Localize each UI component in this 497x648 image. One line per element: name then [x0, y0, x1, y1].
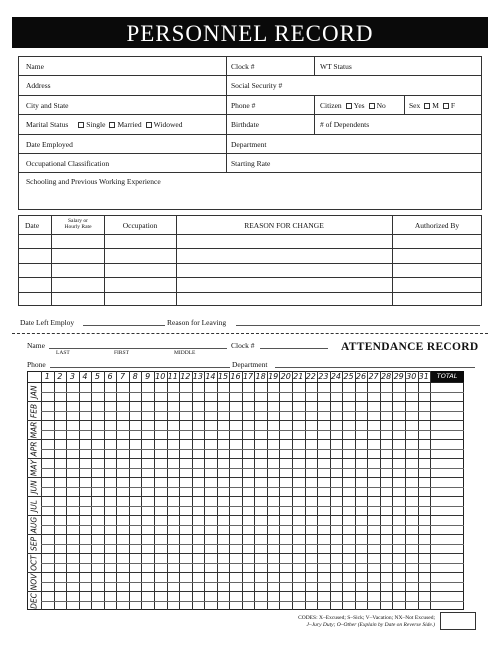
reason-leaving-label: Reason for Leaving — [167, 318, 227, 327]
reason-leaving-line[interactable] — [236, 325, 480, 326]
codes-line-1: CODES: X–Excused; S–Sick; V–Vacation; NX–Not Excused; — [298, 615, 435, 621]
grid-column-line — [141, 371, 142, 610]
citizen-field — [320, 101, 386, 110]
month-line — [27, 496, 464, 497]
day-header: 8 — [132, 372, 138, 381]
day-header: 28 — [381, 372, 392, 381]
sex-label: Sex — [409, 101, 421, 110]
birthdate-label: Birthdate — [231, 120, 259, 129]
cut-line — [12, 333, 488, 334]
grid-column-line — [330, 371, 331, 610]
grid-column-line — [292, 371, 293, 610]
page-title: PERSONNEL RECORD — [12, 17, 488, 48]
month-line — [27, 534, 464, 535]
month-label: APR — [29, 441, 38, 456]
day-header: 31 — [418, 372, 429, 381]
citizen-yes-checkbox[interactable] — [346, 103, 352, 109]
day-header: 18 — [255, 372, 266, 381]
day-header: 5 — [94, 372, 100, 381]
day-header: 21 — [293, 372, 304, 381]
grid-column-line — [254, 371, 255, 610]
grid-column-line — [129, 371, 130, 610]
day-header: 29 — [393, 372, 404, 381]
day-header: 23 — [318, 372, 329, 381]
half-row-line — [41, 468, 464, 469]
codes-line-2: J–Jury Duty; O–Other (Explain by Date on Reverse Side.) — [306, 622, 435, 628]
att-department-label: Department — [232, 360, 268, 369]
citizen-label: Citizen — [320, 101, 342, 110]
day-header: 6 — [107, 372, 113, 381]
grid-column-line — [355, 371, 356, 610]
wt-status-label: WT Status — [320, 62, 352, 71]
grid-column-line — [66, 371, 67, 610]
citizen-no-checkbox[interactable] — [369, 103, 375, 109]
date-employed-label: Date Employed — [26, 140, 73, 149]
address-label: Address — [26, 81, 51, 90]
sex-f-checkbox[interactable] — [443, 103, 449, 109]
day-header: 3 — [69, 372, 75, 381]
half-row-line — [41, 487, 464, 488]
sex-field — [409, 101, 455, 110]
day-header: 24 — [330, 372, 341, 381]
authorized-header: Authorized By — [414, 221, 460, 230]
middle-label: MIDDLE — [174, 350, 196, 356]
salary-header-line2: Hourly Rate — [64, 224, 92, 230]
month-line — [27, 515, 464, 516]
grid-column-line — [167, 371, 168, 610]
half-row-line — [41, 506, 464, 507]
month-label: JAN — [29, 385, 38, 398]
att-phone-line[interactable] — [50, 367, 230, 368]
day-header: 20 — [280, 372, 291, 381]
att-name-label: Name — [27, 341, 45, 350]
half-row-line — [41, 392, 464, 393]
grid-column-line — [279, 371, 280, 610]
half-row-line — [41, 449, 464, 450]
marital-field — [26, 120, 182, 129]
grid-column-line — [405, 371, 406, 610]
sex-f-label: F — [450, 101, 456, 110]
grid-column-line — [418, 371, 419, 610]
widowed-checkbox[interactable] — [146, 122, 152, 128]
month-label: MAR — [29, 421, 38, 438]
schooling-label: Schooling and Previous Working Experience — [26, 177, 161, 186]
grid-column-line — [204, 371, 205, 610]
employee-info-box — [18, 56, 482, 210]
day-header: 15 — [217, 372, 229, 381]
salary-header — [52, 218, 104, 230]
single-label: Single — [86, 120, 106, 129]
grid-column-line — [317, 371, 318, 610]
day-header: 22 — [305, 372, 316, 381]
grid-column-line — [104, 371, 105, 610]
date-left-line[interactable] — [83, 325, 165, 326]
city-state-label: City and State — [26, 101, 69, 110]
month-label: AUG — [29, 516, 38, 533]
grid-column-line — [91, 371, 92, 610]
clock-label: Clock # — [231, 62, 255, 71]
day-header: 25 — [343, 372, 354, 381]
half-row-line — [41, 601, 464, 602]
ssn-label: Social Security # — [231, 81, 283, 90]
month-label: JUN — [29, 479, 38, 494]
month-label: NOV — [29, 573, 38, 590]
reason-header: REASON FOR CHANGE — [244, 221, 324, 230]
sex-m-label: M — [432, 101, 439, 110]
day-header: 30 — [406, 372, 417, 381]
name-label: Name — [26, 62, 44, 71]
grid-column-line — [242, 371, 243, 610]
last-label: LAST — [56, 350, 70, 356]
starting-rate-label: Starting Rate — [231, 159, 271, 168]
half-row-line — [41, 544, 464, 545]
day-header: 26 — [355, 372, 367, 381]
citizen-yes-label: Yes — [353, 101, 365, 110]
occ-class-label: Occupational Classification — [26, 159, 110, 168]
first-label: FIRST — [114, 350, 129, 356]
month-line — [27, 553, 464, 554]
day-header: 16 — [230, 372, 241, 381]
half-row-line — [41, 582, 464, 583]
day-header: 27 — [368, 372, 379, 381]
attendance-grid — [27, 371, 464, 610]
day-header: 2 — [57, 372, 63, 381]
day-header: 12 — [180, 372, 191, 381]
month-label: DEC — [29, 592, 38, 609]
grid-column-line — [179, 371, 180, 610]
grid-column-line — [267, 371, 268, 610]
day-header: 14 — [205, 372, 216, 381]
month-line — [27, 420, 464, 421]
married-checkbox[interactable] — [109, 122, 115, 128]
married-label: Married — [117, 120, 142, 129]
half-row-line — [41, 411, 464, 412]
month-line — [27, 458, 464, 459]
change-date-header: Date — [25, 221, 40, 230]
day-header: 7 — [120, 372, 126, 381]
grid-column-line — [430, 371, 431, 610]
month-line — [27, 477, 464, 478]
day-header: 4 — [82, 372, 88, 381]
codes-legend — [284, 615, 435, 629]
date-left-label: Date Left Employ — [20, 318, 75, 327]
grid-border — [27, 371, 464, 610]
phone-label: Phone # — [231, 101, 256, 110]
half-row-line — [41, 525, 464, 526]
day-header: 10 — [155, 372, 166, 381]
grid-column-line — [367, 371, 368, 610]
grid-column-line — [229, 371, 230, 610]
day-header: 1 — [44, 372, 50, 381]
half-row-line — [41, 430, 464, 431]
grid-column-line — [217, 371, 218, 610]
month-line — [27, 591, 464, 592]
total-header: TOTAL — [430, 371, 464, 382]
att-department-line[interactable] — [275, 367, 475, 368]
sex-m-checkbox[interactable] — [424, 103, 430, 109]
salary-header-line1: Salary or — [67, 218, 88, 224]
attendance-title: ATTENDANCE RECORD — [341, 341, 479, 353]
grid-column-line — [192, 371, 193, 610]
occupation-header: Occupation — [122, 221, 158, 230]
grid-column-line — [116, 371, 117, 610]
single-checkbox[interactable] — [78, 122, 84, 128]
grid-column-line — [380, 371, 381, 610]
day-header: 17 — [242, 372, 254, 381]
att-clock-line[interactable] — [260, 348, 328, 349]
department-label: Department — [231, 140, 267, 149]
grid-column-line — [154, 371, 155, 610]
marital-label: Marital Status — [26, 120, 69, 129]
day-header: 9 — [145, 372, 151, 381]
grid-column-line — [342, 371, 343, 610]
month-label: JUL — [29, 499, 38, 512]
att-name-line[interactable] — [49, 348, 227, 349]
header-line — [27, 382, 464, 383]
half-row-line — [41, 563, 464, 564]
month-line — [27, 572, 464, 573]
month-label: SEP — [29, 536, 38, 551]
grid-column-line — [54, 371, 55, 610]
month-label: MAY — [29, 459, 38, 476]
att-phone-label: Phone — [27, 360, 46, 369]
day-header: 13 — [192, 372, 203, 381]
month-line — [27, 439, 464, 440]
month-line — [27, 401, 464, 402]
grid-column-line — [305, 371, 306, 610]
att-clock-label: Clock # — [231, 341, 255, 350]
month-label: FEB — [29, 403, 38, 418]
grid-column-line — [392, 371, 393, 610]
total-box[interactable] — [440, 612, 476, 630]
day-header: 19 — [268, 372, 279, 381]
widowed-label: Widowed — [153, 120, 183, 129]
dependents-label: # of Dependents — [320, 120, 370, 129]
citizen-no-label: No — [376, 101, 386, 110]
day-header: 11 — [167, 372, 178, 381]
month-label: OCT — [29, 554, 38, 571]
grid-column-line — [79, 371, 80, 610]
